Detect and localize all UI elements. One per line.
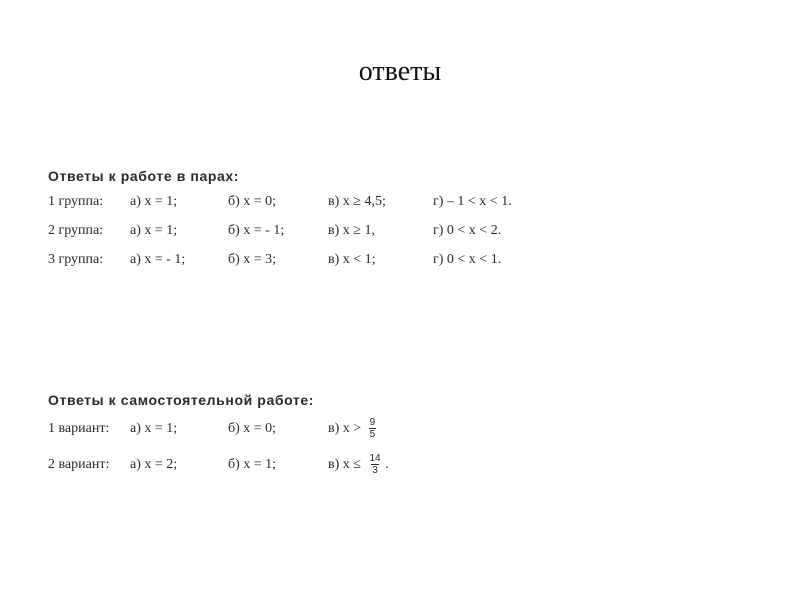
fraction-numerator: 9	[369, 417, 376, 429]
answer-a: а) x = 1;	[130, 421, 178, 436]
answer-d: г) 0 < x < 1.	[433, 252, 502, 267]
answer-row	[48, 447, 768, 483]
answer-c: в) x ≥ 1,	[328, 223, 375, 238]
group-label: 2 группа:	[48, 223, 104, 238]
fraction	[368, 453, 381, 476]
answer-row	[48, 187, 768, 216]
answer-b: б) x = 3;	[228, 252, 277, 267]
fraction	[369, 417, 377, 440]
answer-b: б) x = - 1;	[228, 223, 285, 238]
independent-answers-section	[48, 389, 768, 483]
page-title: ответы	[358, 56, 442, 87]
answer-c	[328, 447, 389, 483]
answer-row	[48, 245, 768, 274]
answer-b: б) x = 0;	[228, 194, 277, 209]
answer-c-prefix: в) x ≤	[328, 457, 361, 472]
group-label: 1 группа:	[48, 194, 104, 209]
answer-row	[48, 216, 768, 245]
answer-a: а) x = 1;	[130, 194, 178, 209]
variant-label: 2 вариант:	[48, 457, 110, 472]
answer-c-suffix: .	[385, 457, 389, 472]
answer-c: в) x ≥ 4,5;	[328, 194, 386, 209]
answer-d: г) 0 < x < 2.	[433, 223, 502, 238]
pairs-answers-section	[48, 165, 768, 274]
fraction-denominator: 3	[372, 465, 378, 477]
answer-c: в) x < 1;	[328, 252, 376, 267]
pairs-heading: Ответы к работе в парах:	[48, 168, 240, 184]
answer-b: б) x = 1;	[228, 457, 277, 472]
answer-d: г) – 1 < x < 1.	[433, 194, 512, 209]
answer-b: б) x = 0;	[228, 421, 277, 436]
independent-heading: Ответы к самостоятельной работе:	[48, 392, 314, 408]
variant-label: 1 вариант:	[48, 421, 110, 436]
answer-a: а) x = 2;	[130, 457, 178, 472]
answer-a: а) x = 1;	[130, 223, 178, 238]
answer-c-prefix: в) x >	[328, 421, 362, 436]
fraction-denominator: 5	[369, 429, 376, 441]
answer-a: а) x = - 1;	[130, 252, 186, 267]
group-label: 3 группа:	[48, 252, 104, 267]
answer-c	[328, 411, 376, 447]
answer-row	[48, 411, 768, 447]
fraction-numerator: 14	[369, 453, 381, 465]
